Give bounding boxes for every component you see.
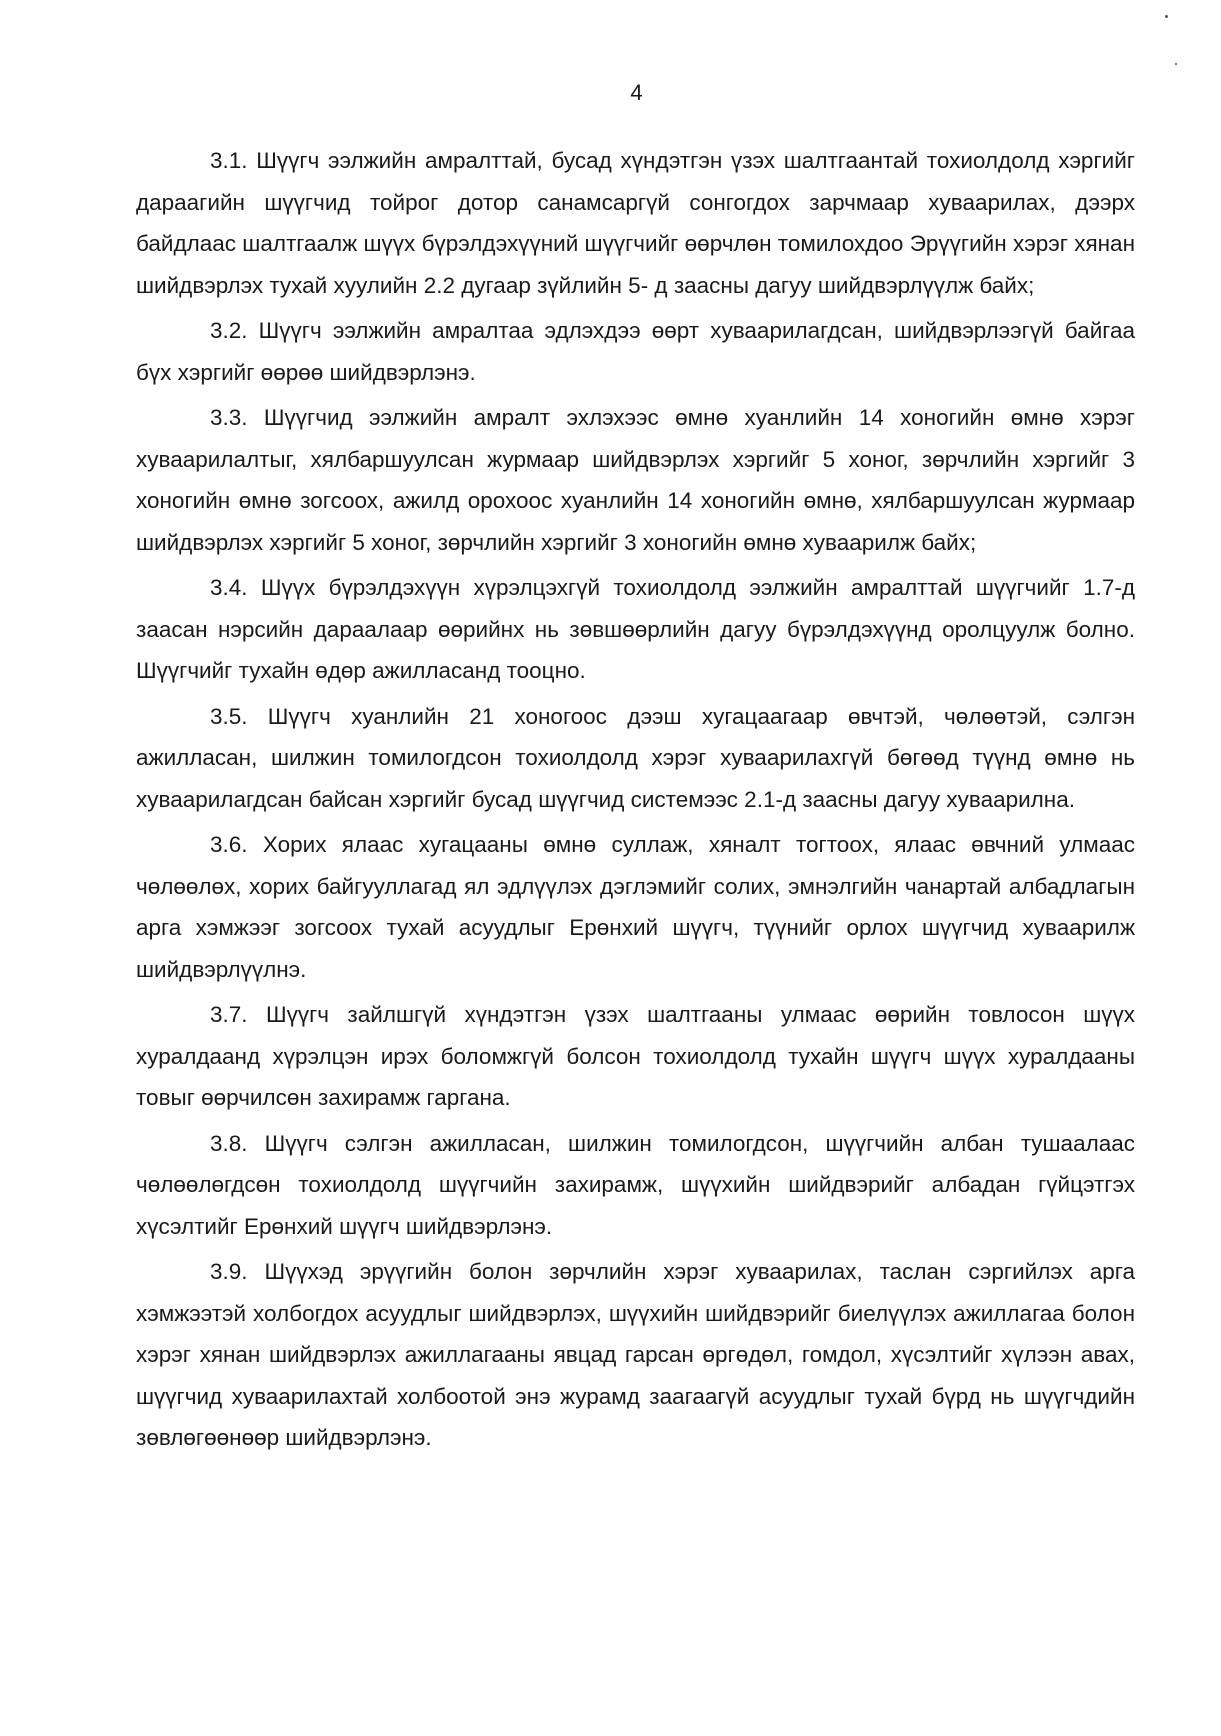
document-body xyxy=(136,140,1135,1463)
paragraph-3-7: 3.7. Шүүгч зайлшгүй хүндэтгэн үзэх шалтгааны улмаас өөрийн товлосон шүүх хуралдаанд хүрэлцэн ирэх боломжгүй болсон тохиолдолд тухайн шүүгч шүүх хуралдааны товыг өөрчилсөн захирамж гаргана. xyxy=(136,1002,1135,1110)
scan-speck xyxy=(1165,15,1168,18)
paragraph-3-4: 3.4. Шүүх бүрэлдэхүүн хүрэлцэхгүй тохиолдолд ээлжийн амралттай шүүгчийг 1.7-д заасан нэрсийн дараалаар өөрийнх нь зөвшөөрлийн дагуу бүрэлдэхүүнд оролцуулж болно. Шүүгчийг тухайн өдөр ажилласанд тооцно. xyxy=(136,575,1135,683)
paragraph-3-6: 3.6. Хорих ялаас хугацааны өмнө суллаж, хяналт тогтоох, ялаас өвчний улмаас чөлөөлөх, хорих байгууллагад ял эдлүүлэх дэглэмийг солих, эмнэлгийн чанартай албадлагын арга хэмжээг зогсоох тухай асуудлыг Ерөнхий шүүгч, түүнийг орлох шүүгчид хуваарилж шийдвэрлүүлнэ. xyxy=(136,832,1135,982)
paragraph-3-2: 3.2. Шүүгч ээлжийн амралтаа эдлэхдээ өөрт хуваарилагдсан, шийдвэрлээгүй байгаа бүх хэргийг өөрөө шийдвэрлэнэ. xyxy=(136,318,1135,385)
paragraph-3-5: 3.5. Шүүгч хуанлийн 21 хоногоос дээш хугацаагаар өвчтэй, чөлөөтэй, сэлгэн ажилласан, шилжин томилогдсон тохиолдолд хэрэг хуваарилахгүй бөгөөд түүнд өмнө нь хуваарилагдсан байсан хэргийг бусад шүүгчид системээс 2.1-д заасны дагуу хуваарилна. xyxy=(136,703,1135,812)
page-number: 4 xyxy=(630,80,643,105)
paragraph-3-1: 3.1. Шүүгч ээлжийн амралттай, бусад хүндэтгэн үзэх шалтгаантай тохиолдолд хэргийг дараагийн шүүгчид тойрог дотор санамсаргүй сонгогдох зарчмаар хуваарилах, дээрх байдлаас шалтгаалж шүүх бүрэлдэхүүний шүүгчийг өөрчлөн томилохдоо Эрүүгийн хэрэг хянан шийдвэрлэх тухай хуулийн 2.2 дугаар зүйлийн 5- д заасны дагуу шийдвэрлүүлж байх; xyxy=(136,148,1135,298)
paragraph-3-8: 3.8. Шүүгч сэлгэн ажилласан, шилжин томилогдсон, шүүгчийн албан тушаалаас чөлөөлөгдсөн тохиолдолд шүүгчийн захирамж, шүүхийн шийдвэрийг албадан гүйцэтгэх хүсэлтийг Ерөнхий шүүгч шийдвэрлэнэ. xyxy=(136,1130,1135,1239)
paragraph-3-9: 3.9. Шүүхэд эрүүгийн болон зөрчлийн хэрэг хуваарилах, таслан сэргийлэх арга хэмжээтэй холбогдох асуудлыг шийдвэрлэх, шүүхийн шийдвэрийг биелүүлэх ажиллагаа болон хэрэг хянан шийдвэрлэх ажиллагааны явцад гарсан өргөдөл, гомдол, хүсэлтийг хүлээн авах, шүүгчид хуваарилахтай холбоотой энэ журамд заагаагүй асуудлыг тухай бүрд нь шүүгчдийн зөвлөгөөнөөр шийдвэрлэнэ. xyxy=(136,1259,1135,1450)
paragraph-3-3: 3.3. Шүүгчид ээлжийн амралт эхлэхээс өмнө хуанлийн 14 хоногийн өмнө хэрэг хуваарилалтыг, хялбаршуулсан журмаар шийдвэрлэх хэргийг 5 хоног, зөрчлийн хэргийг 3 хоногийн өмнө зогсоох, ажилд орохоос хуанлийн 14 хоногийн өмнө, хялбаршуулсан журмаар шийдвэрлэх хэргийг 5 хоног, зөрчлийн хэргийг 3 хоногийн өмнө хуваарилж байх; xyxy=(136,405,1135,555)
scan-speck xyxy=(1175,63,1177,65)
